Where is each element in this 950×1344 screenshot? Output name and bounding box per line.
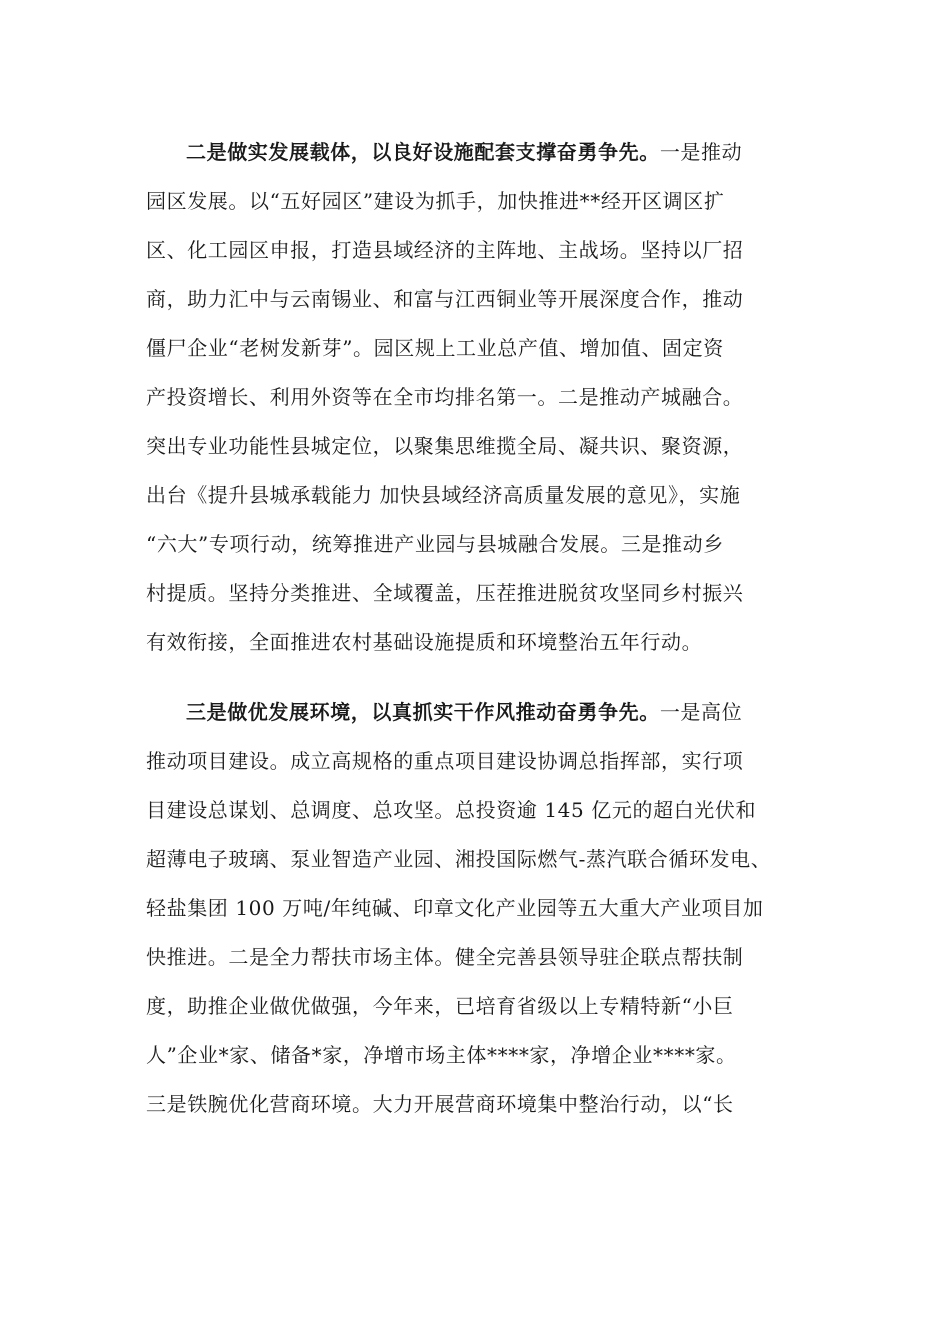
paragraph-line: 突出专业功能性县城定位，以聚集思维揽全局、凝共识、聚资源， [146,434,744,458]
paragraph-line: 村提质。坚持分类推进、全域覆盖，压茬推进脱贫攻坚同乡村振兴 [146,581,744,605]
paragraph-line: 轻盐集团 100 万吨/年纯碱、印章文化产业园等五大重大产业项目加 [146,896,764,920]
paragraph-text: 一是高位 [659,700,743,724]
paragraph-development-environment [146,688,826,1129]
paragraph-line: 超薄电子玻璃、泵业智造产业园、湘投国际燃气-蒸汽联合循环发电、 [146,847,772,871]
paragraph-line: 僵尸企业“老树发新芽”。园区规上工业总产值、增加值、固定资 [146,336,724,360]
paragraph-heading: 二是做实发展载体，以良好设施配套支撑奋勇争先。 [186,140,660,164]
paragraph-line: 三是铁腕优化营商环境。大力开展营商环境集中整治行动，以“长 [146,1092,734,1116]
paragraph-text: 一是推动 [659,140,743,164]
paragraph-line: 目建设总谋划、总调度、总攻坚。总投资逾 145 亿元的超白光伏和 [146,798,757,822]
paragraph-line: 推动项目建设。成立高规格的重点项目建设协调总指挥部，实行项 [146,749,744,773]
paragraph-line: 快推进。二是全力帮扶市场主体。健全完善县领导驻企联点帮扶制 [146,945,744,969]
paragraph-first-line [146,128,826,177]
paragraph-line: 商，助力汇中与云南锡业、和富与江西铜业等开展深度合作，推动 [146,287,744,311]
paragraph-line: 区、化工园区申报，打造县域经济的主阵地、主战场。坚持以厂招 [146,238,744,262]
paragraph-line: 人”企业*家、储备*家，净增市场主体****家，净增企业****家。 [146,1043,737,1067]
paragraph-line: “六大”专项行动，统筹推进产业园与县城融合发展。三是推动乡 [146,532,724,556]
paragraph-line: 出台《提升县城承载能力 加快县域经济高质量发展的意见》，实施 [146,483,741,507]
paragraph-line: 园区发展。以“五好园区”建设为抓手，加快推进**经开区调区扩 [146,189,725,213]
paragraph-first-line [146,688,826,737]
paragraph-line: 度，助推企业做优做强，今年来，已培育省级以上专精特新“小巨 [146,994,734,1018]
paragraph-line: 有效衔接，全面推进农村基础设施提质和环境整治五年行动。 [146,630,703,654]
paragraph-development-carrier [146,128,826,667]
paragraph-line: 产投资增长、利用外资等在全市均排名第一。二是推动产城融合。 [146,385,744,409]
paragraph-heading: 三是做优发展环境，以真抓实干作风推动奋勇争先。 [186,700,660,724]
